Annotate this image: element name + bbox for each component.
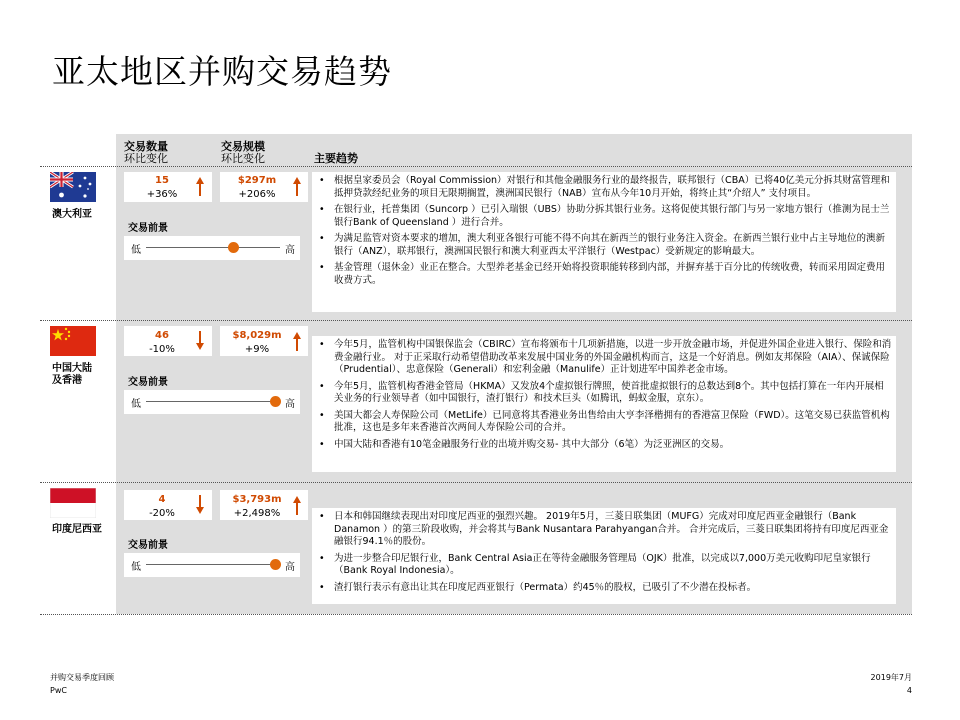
row-divider [40,320,912,321]
outlook-scale [124,390,300,414]
header-deal-count-sub: 环比变化 [124,152,168,165]
outlook-low-label: 低 [131,399,141,410]
arrow-down-icon [195,494,205,516]
header-deal-size-title: 交易规模 [221,140,265,153]
deal-size-change: +206% [238,189,276,200]
trends-list [316,175,892,287]
footer-brand: PwC [50,686,67,695]
header-deal-size [221,141,265,165]
outlook-scale [124,553,300,577]
country-name-china-hk [52,363,92,387]
trends-panel [312,336,896,472]
row-divider [40,614,912,615]
arrow-down-icon [195,330,205,352]
deal-count-value: 15 [155,175,169,186]
outlook-scale [124,236,300,260]
outlook-high-label: 高 [285,399,295,410]
trends-panel [312,172,896,312]
trend-item: • 日本和韩国继续表现出对印度尼西亚的强烈兴趣。 2019年5月，三菱日联集团（MUFG）完成对印度尼西亚金融银行（Bank Danamon ）的第三阶段收购，并会将其与Bank Nusantara Parahyangan合并。 合并完成后，三菱日联集团将持有印度尼西亚金融银行94.1％的股份。 [316,511,892,549]
country-name-australia: 澳大利亚 [52,209,92,220]
deal-count-value: 4 [158,494,166,505]
trend-item: • 今年5月，监管机构香港金管局（HKMA）又发放4个虚拟银行牌照，使首批虚拟银行的总数达到8个。其中包括打算在一年内开展相关业务的行业领导者（如中国银行，渣打银行）和技术巨头（如腾讯，蚂蚁金服，京东）。 [316,381,892,406]
trends-list [316,339,892,451]
outlook-track [146,401,280,402]
header-trends-title: 主要趋势 [314,152,358,165]
header-deal-count [124,141,168,165]
china-flag-icon [50,326,96,356]
deal-size-change: +2,498% [233,508,281,519]
outlook-low-label: 低 [131,562,141,573]
outlook-label: 交易前景 [128,540,168,551]
country-name-line: 中国大陆 [52,363,92,374]
outlook-track [146,247,280,248]
outlook-marker [228,242,239,253]
outlook-high-label: 高 [285,562,295,573]
arrow-up-icon [292,175,302,197]
outlook-label: 交易前景 [128,223,168,234]
trend-item: • 基金管理（退休金）业正在整合。大型养老基金已经开始将投资职能转移到内部，并摒弃基于百分比的传统收费，转而采用固定费用收费方式。 [316,262,892,287]
trend-item: • 美国大都会人寿保险公司（MetLife）已同意将其香港业务出售给由大亨李泽楷拥有的香港富卫保险（FWD）。这笔交易已获监管机构批准，这也是多年来香港首次两间人寿保险公司的合并。 [316,410,892,435]
country-name-indonesia: 印度尼西亚 [52,524,102,535]
deal-count-value: 46 [155,330,169,341]
outlook-low-label: 低 [131,245,141,256]
outlook-marker [270,396,281,407]
indonesia-flag-icon [50,488,96,518]
page-number: 4 [906,686,912,695]
trend-item: • 渣打银行表示有意出让其在印度尼西亚银行（Permata）约45％的股权，已吸引了不少潜在投标者。 [316,582,892,595]
page-title: 亚太地区并购交易趋势 [52,52,392,91]
deal-size-value: $8,029m [232,330,282,341]
outlook-marker [270,559,281,570]
arrow-up-icon [292,330,302,352]
trends-list [316,511,892,594]
deal-count-change: +36% [146,189,178,200]
trends-panel [312,508,896,604]
outlook-high-label: 高 [285,245,295,256]
arrow-up-icon [292,494,302,516]
deal-count-change: -10% [149,344,175,355]
footer-report-name: 并购交易季度回顾 [50,673,114,682]
deal-count-change: -20% [149,508,175,519]
row-divider [40,166,912,167]
header-deal-count-title: 交易数量 [124,140,168,153]
header-trends [314,153,358,165]
trend-item: • 为进一步整合印尼银行业，Bank Central Asia正在等待金融服务管理局（OJK）批准，以完成以7,000万美元收购印尼皇家银行（Bank Royal Indonesia）。 [316,553,892,578]
deal-size-value: $297m [237,175,277,186]
header-deal-size-sub: 环比变化 [221,152,265,165]
row-divider [40,482,912,483]
australia-flag-icon [50,172,96,202]
outlook-label: 交易前景 [128,377,168,388]
trend-item: • 根据皇家委员会（Royal Commission）对银行和其他金融服务行业的最终报告，联邦银行（CBA）已将40亿美元分拆其财富管理和抵押贷款经纪业务的项目无限期搁置，澳洲国民银行（NAB）宣布从今年10月开始，将终止其“介绍人” 支付项目。 [316,175,892,200]
trend-item: • 今年5月，监管机构中国银保监会（CBIRC）宣布将颁布十几项新措施，以进一步开放金融市场，并促进外国企业进入银行、保险和消费金融行业。 对于正采取行动希望借助改革来发展中国业务的外国金融机构而言，这是一个好消息。例如友邦保险（AIA）、保诚保险（Prudential）、忠意保险（Generali）和宏利金融（Manulife）正计划进军中国养老金市场。 [316,339,892,377]
trend-item: • 中国大陆和香港有10笔金融服务行业的出境并购交易- 其中大部分（6笔）为泛亚洲区的交易。 [316,439,892,452]
footer-date: 2019年7月 [870,673,912,682]
arrow-up-icon [195,175,205,197]
trend-item: • 在银行业，托普集团（Suncorp ）已引入瑞银（UBS）协助分拆其银行业务。这将促使其银行部门与另一家地方银行（推测为昆士兰银行Bank of Queensland ）进行合并。 [316,204,892,229]
deal-size-value: $3,793m [232,494,282,505]
outlook-track [146,564,280,565]
country-name-line: 及香港 [52,375,82,386]
deal-size-change: +9% [244,344,270,355]
trend-item: • 为满足监管对资本要求的增加，澳大利亚各银行可能不得不向其在新西兰的银行业务注入资金。在新西兰银行业中占主导地位的澳新银行（ANZ），联邦银行，澳洲国民银行和澳大利亚西太平洋银行（Westpac）受新规定的影响最大。 [316,233,892,258]
